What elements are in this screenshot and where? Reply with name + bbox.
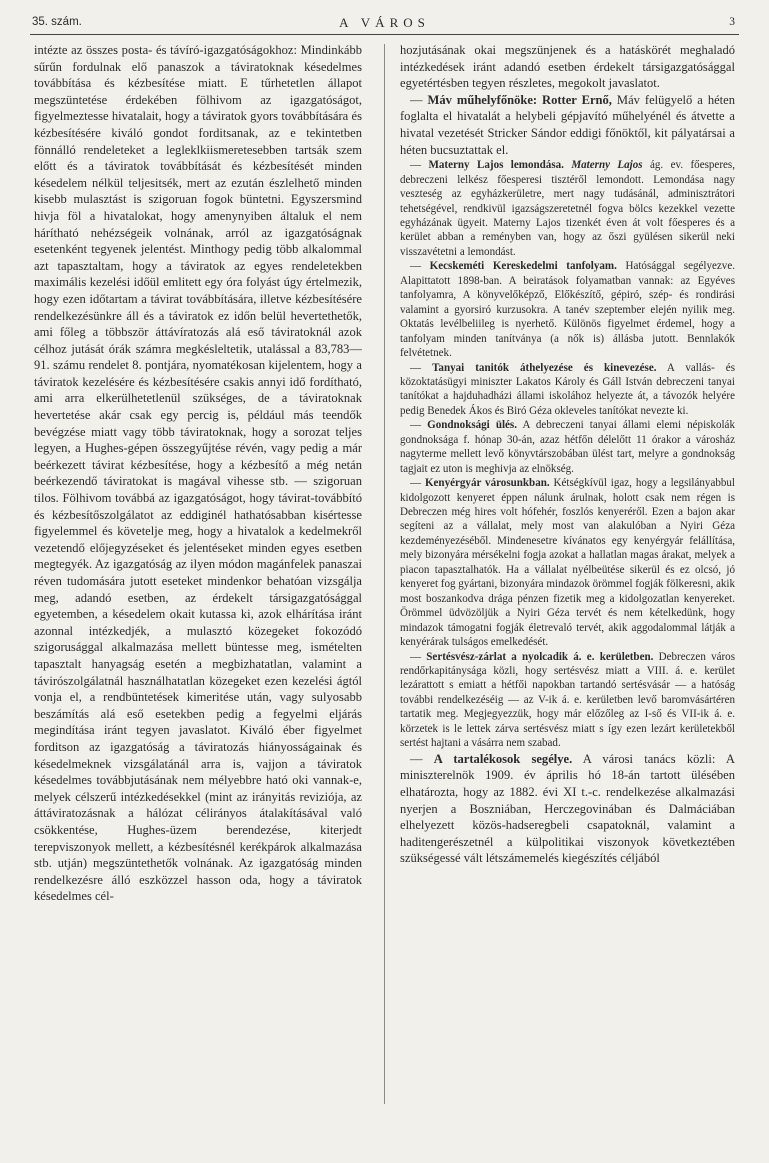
news-item-body: Máv felügyelő a héten foglalta el hivatalát a helybeli gépjavító műhelyénél és átvette a hivatal vezetését Stricker Sándor eddigi főnöktől, kit pályatársai a héten bucsuztattak el. xyxy=(400,92,735,157)
page-header xyxy=(30,14,739,35)
continuation-text: hozjutásának okai megszünjenek és a hatáskörét meghaladó intézkedések iránt adandó esetben érdekelt társigazgatósággal egyetértésben tegyen részletes, megokolt javaslatot. xyxy=(400,43,735,91)
news-item-tanitok: — Tanyai tanitók áthelyezése és kinevezése. A vallás- és közoktatásügyi miniszter Lakatos Károly és Gáll István debreczeni tanyai tanítókat a hajduhadházi állami iskolához helyezte át, a távozók helyére pedig Benedek Ákos és Biró Géza okleveles tanítókat nevezte ki. xyxy=(400,361,735,417)
news-item-title: Kenyérgyár városunkban. xyxy=(424,477,550,490)
news-item-materny: — Materny Lajos lemondása. Materny Lajos ág. ev. főesperes, debreczeni lelkész főesperesi tisztéről lemondott. Lemondása nagy veszteség az egyházkerületre, mert nagy tudásánál, adminisztrátori tehetségével, rendkivül igazságszeretetnél fogva bölcs kezekkel vezette egyházának ügyeit. Materny Lajos tizenkét éven át volt főesperes és a kerület abban a reményben van, hogy az őszi gyülésen sikerül neki visszavétetni a lemondást. xyxy=(400,159,735,258)
news-item-title: Kecskeméti Kereskedelmi tanfolyam. xyxy=(429,260,617,273)
news-item-body: ág. ev. főesperes, debreczeni lelkész főesperesi tisztéről lemondott. Lemondása nagy veszteség az egyházkerületre, mert nagy tudásánál, adminisztrátori tehetségével, rendkivül igazságszeretetnél fogva bölcs kezekkel vezette egyházának ügyeit. Materny Lajos tizenkét éven át volt főesperes és a kerület abban a reményben van, hogy az őszi gyülésen sikerül neki visszavétetni a lemondást. xyxy=(400,159,735,258)
news-item-title: Sertésvész-zárlat a nyolcadik á. e. kerületben. xyxy=(426,650,654,663)
news-item-title: A tartalékosok segélye. xyxy=(433,751,573,766)
news-item-title: Máv műhelyfőnöke: Rotter Ernő, xyxy=(427,92,612,107)
page-number: 3 xyxy=(729,16,735,28)
newspaper-title: A VÁROS xyxy=(339,15,430,30)
news-item-body: Debreczen város rendőrkapitánysága közli, hogy sertésvész miatt a VIII. á. e. kerület lezárattott s emiatt a hétfői napokban tartandó sertésvásár — a hatóság további rendelkezéséig — az V-ik á. e. kerületben levő baromvásártéren tartatik meg. Megjegyezzük, hogy már előzőleg az I-ső és VII-ik á. e. körzetek is le lettek zárva sertésvész miatt s így ezen lezárt kerületekből sertést hajtani a vásárra nem szabad. xyxy=(400,650,735,750)
news-item-body: Kétségkívül igaz, hogy a legsilányabbul kidolgozott kenyeret éppen nálunk árulnak, holott csak nem régen is Debreczen még hires volt hófehér, foszlós kenyeréről. Ezen a bajon akar segíteni az a vállalat, mely most van alakulóban a Nyiri Géza kezdeményezéséből. Mindenesetre kívánatos egy kenyérgyár felállítása, mely bizonyára mérsékelni fogja azokat a hallatlan magas árakat, melyek a piacon tapasztalhatók. Ha a vállalat nyélbeütése sikerül és ez olcsó, jó kenyeret fog gyártani, bizonyára mindazok örömmel fogják fölkeresni, akik most boszankodva drága pénzen fizetik meg a kidolgozatlan kenyereket. Örömmel üdvözöljük a Nyiri Géza tervét és nem kételkedünk, hogy mindazok támogatni fogják életrevaló tervét, akik aggodalommal látják a kenyérárak tulságos emelkedését. xyxy=(400,477,735,649)
news-item-gondnoksag: — Gondnoksági ülés. A debreczeni tanyai állami elemi népiskolák gondnoksága f. hónap 30-án, azaz hétfőn délelőtt 11 órakor a városház nagyterme mellett levő könyvtárszobában ülést tart, melyre a gondnokság tagjait ez uton is meghivja az elnökség. xyxy=(400,419,735,475)
left-column xyxy=(34,42,362,1152)
column-divider xyxy=(384,44,385,1104)
right-column xyxy=(400,42,735,1152)
news-item-kecskemet: — Kecskeméti Kereskedelmi tanfolyam. Hatósággal segélyezve. Alapittatott 1898-ban. A beiratások folyamatban vannak: az Egyéves tanfolyamra, A könyvelőképző, Előkészítő, gépiró, szép- és rondirási valamint a gyorsiró kurzusokra. A tanév szeptember elején nyilik meg. Oktatás levélbeliileg is nyerhető. Különös figyelmet érdemel, hogy a tanfolyam minden tanítványa (a nők is) állásba jutott. Bennlakók felvétetnek. xyxy=(400,260,735,360)
news-item-title: Tanyai tanitók áthelyezése és kinevezése. xyxy=(432,361,657,374)
news-item-sertesvesz: — Sertésvész-zárlat a nyolcadik á. e. kerületben. Debreczen város rendőrkapitánysága közli, hogy sertésvész miatt a VIII. á. e. kerület lezárattott s emiatt a hétfői napokban tartandó sertésvásár — a hatóság további rendelkezéséig — az V-ik á. e. kerületben levő baromvásártéren tartatik meg. Megjegyezzük, hogy már előzőleg az I-ső és VII-ik á. e. körzetek is le lettek zárva sertésvész miatt s így ezen lezárt kerületekből sertést hajtani a vásárra nem szabad. xyxy=(400,650,735,750)
news-item-kenyergyar: — Kenyérgyár városunkban. Kétségkívül igaz, hogy a legsilányabbul kidolgozott kenyeret éppen nálunk árulnak, holott csak nem régen is Debreczen még hires volt hófehér, foszlós kenyeréről. Ezen a bajon akar segíteni az a vállalat, mely most van alakulóban a Nyiri Géza kezdeményezéséből. Mindenesetre kívánatos egy kenyérgyár felállítása, mely bizonyára mérsékelni fogja azokat a hallatlan magas árakat, melyek a piacon tapasztalhatók. Ha a vállalat nyélbeütése sikerül és ez olcsó, jó kenyeret fog gyártani, bizonyára mindazok örömmel fogják fölkeresni, akik most boszankodva drága pénzen fizetik meg a kidolgozatlan kenyereket. Örömmel üdvözöljük a Nyiri Géza tervét és nem kételkedünk, hogy mindazok támogatni fogják életrevaló tervét, akik aggodalommal látják a kenyérárak tulságos emelkedését. xyxy=(400,477,735,649)
news-item-body: A debreczeni tanyai állami elemi népiskolák gondnoksága f. hónap 30-án, azaz hétfőn délelőtt 11 órakor a városház nagyterme mellett levő könyvtárszobában ülést tart, melyre a gondnokság tagjait ez uton is meghivja az elnökség. xyxy=(400,419,735,475)
news-item-name: Materny Lajos xyxy=(571,159,643,172)
news-item-body: A városi tanács közli: A miniszterelnök 1909. év április hó 18-án tartott ülésében elhatározta, hogy az 1882. évi XI t.-c. rendelkezése alkalmazási nyerjen a Boszniában, Herczegovinában és Dalmáciában elhelyezett közös-hadseregbeli csapatoknál, valamint a haditengerészetnél a külpolitikai viszonyok következtében szükségessé vált létszámemelés kiegészítés céljából xyxy=(400,751,735,866)
left-column-text: intézte az összes posta- és távíró-igazgatóságokhoz: Mindinkább sűrűn fordulnak elő panaszok a táviratoknak késedelmes továbbítása és kézbesítése miatt. E tűrhetetlen állapot megszüntetése érdekében fölhivom az igazgatóságot, figyelmeztesse hivatalait, hogy a táviratok gyors továbbítására és kézbesítésére kiváló gondot forditsanak, az e tekintetben fönnálló rendeleteket a legleklkiismeretesebben tartsák szem előtt és a táviratok továbbítását és kézbesítését minden késedelem nélkül teljesitsék, mert az ezután észlelhető minden kisebb mulasztást is szigoruan fogok büntetni. Egyszersmind hivja föl a hivatalokat, hogy amenynyiben általuk el nem hárítható nehézségeik volnának, arról az igazgatóságnak esetenként tegyenek jelentést. Minthogy pedig több alkalommal azt tapasztaltam, hogy a táviratok az egyes rendeletekben maximális kezelési időül emlitett egy óra folyást úgy értelmezik, hogy ezen időtartam a távirat továbbítására, illetve kézbesítésére rendelkezésünkre áll és a táviratok ez időn belül hevertethetők, ami főleg a többször áttávíratozás alá eső táviratoknál azok célhoz jutását órák számra megkésleltetik, utalással a 83,783—91. számu rendelet 8. pontjára, nyomatékosan kijelentem, hogy a táviratok kezelésére és kézbesítésére csakis annyi idő fordítható, ami arra elkerülhetetlenül szükséges, de a táviratoknak hevertetése akár csak egy percig is, például más teendők bevégzése miatt vagy több táviratoknak, hogy a sorozat teljes legyen, a Hughes-gépen összegyűjtése révén, vagy pedig a már beérkezett távirat kézbesítése, hogy a kézbesítő a még netán beérkezendő táviratokat is magával vihesse stb. — szigoruan tilos. Fölhivom továbbá az igazgatóságot, hogy távirat-továbbító és kézbesítőszolgálatot az eddiginél hathatósabban kisértesse figyelemmel és követelje meg, hogy a hivatalok a kedelmekről vezetendő előjegyzéseket és jelentéseket minden egyes esetben megtegyék. Az igazgatóság az ilyen módon magánfelek panaszai réven tudomására jutott eseteket mindenkor behatóan vizsgálja meg, adandó esetben, az érdekelt társigazgatósággal egyetemben, a késedelem okait kutassa ki, azok elhárítása iránt azonnal intézkedjék, a mulasztó közegeket fokozódó szigorusággal alkalmazása mellett büntesse meg, ismételten tapasztalt hanyagság esetén a megbizhatatlan, valamint a távirószolgálatnál használhatatlan közegeket ezen kezelési ágtól vonja el, a rendbüntetések kimeritése után, vagy sulyosabb beszámítás alá eső esetekben pedig a fegyelmi eljárás megindítása iránt tegyen javaslatot. Kiváló éber figyelmet forditson az igazgatóság a táviratozás hiányosságainak és késedelmeknek vizsgálatánál arra is, vajjon a táviratok késedelmes továbbjutásának nem mélyebbre ható oki vannak-e, melyek célszerű intézkedésekkel (mint az irányitás reviziója, az áttáviratozásnak a hálózat célirányos átalakításával való csökkentése, Hughes-üzem berendezése, kiterjedt terepviszonyok mellett, a kézbesítésnél kerékpárok alkalmazása stb. utján) megszüntethetők volnának. Az igazgatóság minden rendelkezésre álló eszközzel hasson oda, hogy a táviratok késedelmes cél- xyxy=(34,43,362,904)
news-item-tartalekosok: — A tartalékosok segélye. A városi tanács közli: A miniszterelnök 1909. év április hó 18-án tartott ülésében elhatározta, hogy az 1882. évi XI t.-c. rendelkezése alkalmazási nyerjen a Boszniában, Herczegovinában és Dalmáciában elhelyezett közös-hadseregbeli csapatoknál, valamint a haditengerészetnél a külpolitikai viszonyok következtében szükségessé vált létszámemelés kiegészítés céljából xyxy=(400,751,735,866)
issue-number: 35. szám. xyxy=(32,16,82,28)
news-item-body: Hatósággal segélyezve. Alapittatott 1898-ban. A beiratások folyamatban vannak: az Egyéves tanfolyamra, A könyvelőképző, Előkészítő, gépiró, szép- és rondirási valamint a gyorsiró kurzusokra. A tanév szeptember elején nyilik meg. Oktatás levélbeliileg is nyerhető. Különös figyelmet érdemel, hogy a tanfolyam minden tanítványa (a nők is) állásba jutott. Bennlakók felvétetnek. xyxy=(400,260,735,360)
news-item-title: Gondnoksági ülés. xyxy=(427,419,517,432)
news-item-title: Materny Lajos lemondása. xyxy=(428,159,564,172)
news-item-rotter: — Máv műhelyfőnöke: Rotter Ernő, Máv felügyelő a héten foglalta el hivatalát a helybeli gépjavító műhelyénél és átvette a hivatal vezetését Stricker Sándor eddigi főnöktől, kit pályatársai a héten bucsuztattak el. xyxy=(400,92,735,157)
news-item-body: A vallás- és közoktatásügyi miniszter Lakatos Károly és Gáll István debreczeni tanyai tanítókat a hajduhadházi állami iskolához helyezte át, a távozók helyére pedig Benedek Ákos és Biró Géza okleveles tanítókat nevezte ki. xyxy=(400,361,735,417)
